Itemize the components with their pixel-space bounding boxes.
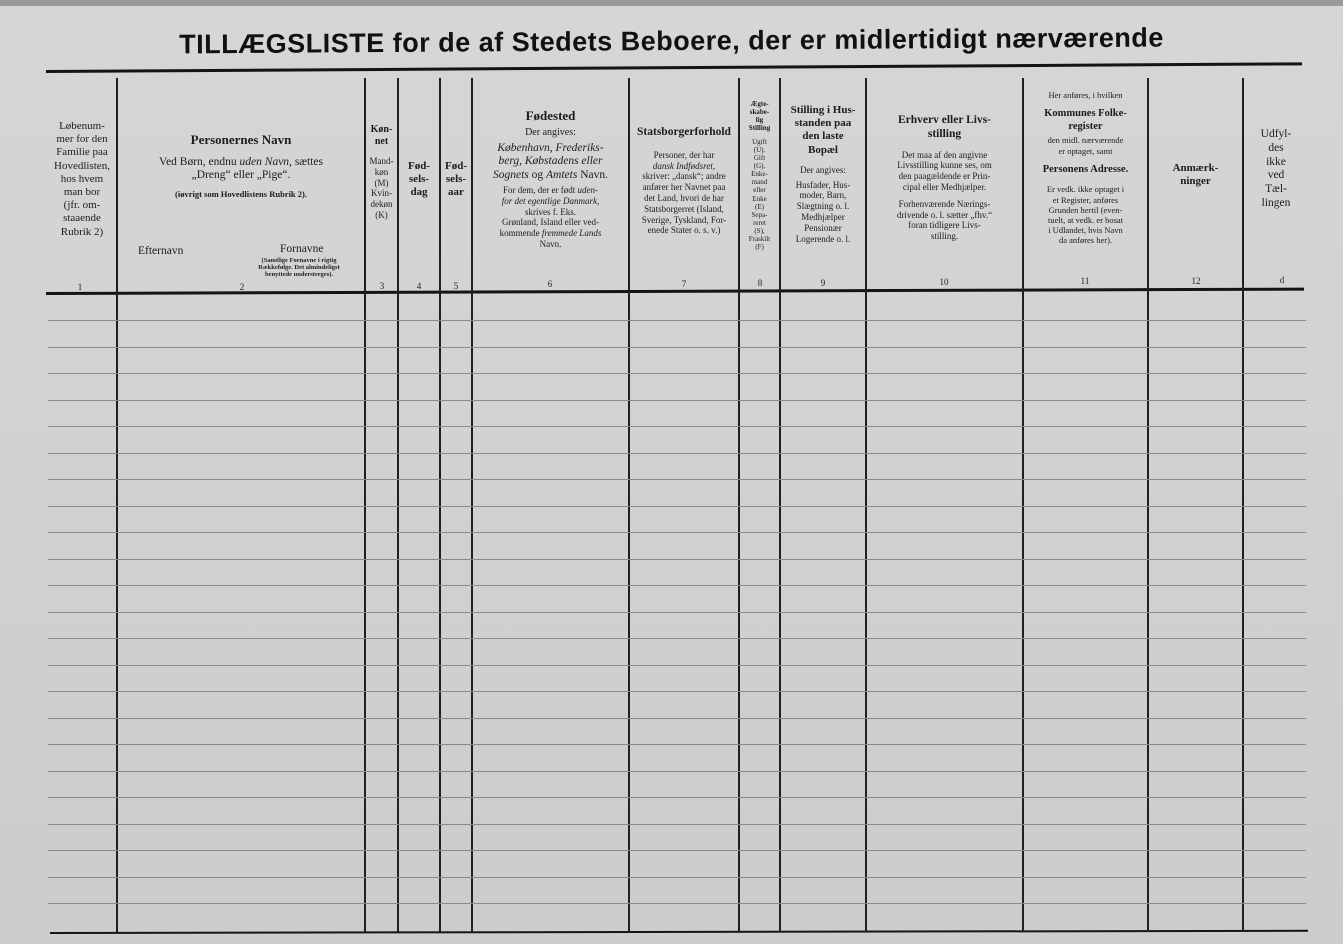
col7-number: 7 (681, 279, 687, 289)
ruled-line (48, 400, 1306, 401)
col6-header: Fødested Der angives: København, Frederiks- berg, Købstadens eller Sognets og Amtets Navn. For dem, der er født uden- for det egentlige Danmark, skrives f. Eks. Grønland, Island eller ved- kommende fremmede Lands Navn. (492, 108, 608, 249)
col12-number: 12 (1191, 276, 1201, 286)
col9-header: Stilling i Hus- standen paa den laste Bopæl Der angives: Husfader, Hus- moder, Barn, Slægtning o. l. Medhjælper Pensionær Logerende o. l. (790, 104, 856, 244)
col-d-header: Udfyl- des ikke ved Tæl- lingen (1260, 128, 1292, 209)
ruled-line (48, 691, 1306, 692)
col11-header: Her anføres, i hvilken Kommunes Folke- register den midl. nærværende er optaget, samt Personens Adresse. Er vedk. ikke optaget i et Register, anføres Grunden hertil (even- tuelt, at vedk. er bosat i Udlandet, hvis Navn da anføres her). (1042, 90, 1129, 246)
ruled-line (48, 479, 1306, 480)
ruled-line (48, 850, 1306, 851)
col8-number: 8 (757, 278, 763, 288)
col10-number: 10 (939, 277, 949, 287)
col11-number: 11 (1080, 276, 1090, 286)
col7-header: Statsborgerforhold Personer, der har dansk Indfødsret, skriver: „dansk“; andre anfører her Navnet paa det Land, hvori de har Statsborgerret (Island, Sverige, Tyskland, For- enede Stater o. s. v.) (637, 126, 731, 236)
col2-sub-note: (Samtlige Fornavne i rigtig Rækkefølge. Det almindeligst benyttede understreges). (258, 257, 340, 279)
col6-number: 6 (547, 279, 553, 289)
col8-header: Ægte- skabe- lig Stilling Ugift (U), Gift (G), Enke- mand eller Enke (E) Sepa- reret (S), Fraskilt (F) (748, 100, 771, 251)
ruled-line (48, 506, 1306, 507)
ruled-line (48, 824, 1306, 825)
col5-header: Fød- sels- aar (445, 160, 467, 199)
col4-number: 4 (416, 281, 422, 291)
ruled-line (48, 903, 1306, 904)
col3-number: 3 (379, 281, 385, 291)
ruled-line (48, 585, 1306, 586)
top-rule (46, 62, 1302, 73)
ruled-line (48, 453, 1306, 454)
ruled-line (48, 771, 1306, 772)
form-title: TILLÆGSLISTE for de af Stedets Beboere, der er midlertidigt nærværende (179, 22, 1164, 60)
ruled-line (48, 347, 1306, 348)
ruled-line (48, 426, 1306, 427)
ruled-line (48, 612, 1306, 613)
col2-number: 2 (239, 282, 245, 292)
bottom-rule (50, 930, 1308, 934)
col4-header: Fød- sels- dag (408, 160, 430, 199)
ruled-line (48, 559, 1306, 560)
col2-header: Personernes Navn Ved Børn, endnu uden Navn, sættes „Dreng“ eller „Pige“. (iøvrigt som Hovedlistens Rubrik 2). (159, 132, 323, 200)
col2-sub-efternavn: Efternavn (138, 245, 184, 257)
col2-sub-fornavne: Fornavne (280, 243, 324, 255)
ruled-line (48, 638, 1306, 639)
ruled-line (48, 877, 1306, 878)
ruled-line (48, 665, 1306, 666)
ruled-line (48, 718, 1306, 719)
col-d-number: d (1279, 275, 1285, 285)
ruled-line (48, 373, 1306, 374)
col12-header: Anmærk- ninger (1172, 162, 1219, 188)
col5-number: 5 (453, 281, 459, 291)
ruled-line (48, 320, 1306, 321)
col1-number: 1 (77, 282, 83, 292)
ruled-line (48, 797, 1306, 798)
ruled-line (48, 744, 1306, 745)
col9-number: 9 (820, 278, 826, 288)
col3-header: Køn- net Mand- køn (M) Kvin- dekøn (K) (369, 124, 394, 220)
scan-top-edge (0, 0, 1343, 6)
col10-header: Erhverv eller Livs- stilling Det maa af den angivne Livsstilling kunne ses, om den paagældende er Prin- cipal eller Medhjælper. Forhenværende Nærings- drivende o. l. sætter „fhv.“ foran tidligere Livs- stilling. (896, 114, 993, 242)
col1-header: Løbenum- mer for den Familie paa Hovedlisten, hos hvem man bor (jfr. om- staaende Rubrik 2) (54, 120, 110, 238)
ruled-line (48, 532, 1306, 533)
